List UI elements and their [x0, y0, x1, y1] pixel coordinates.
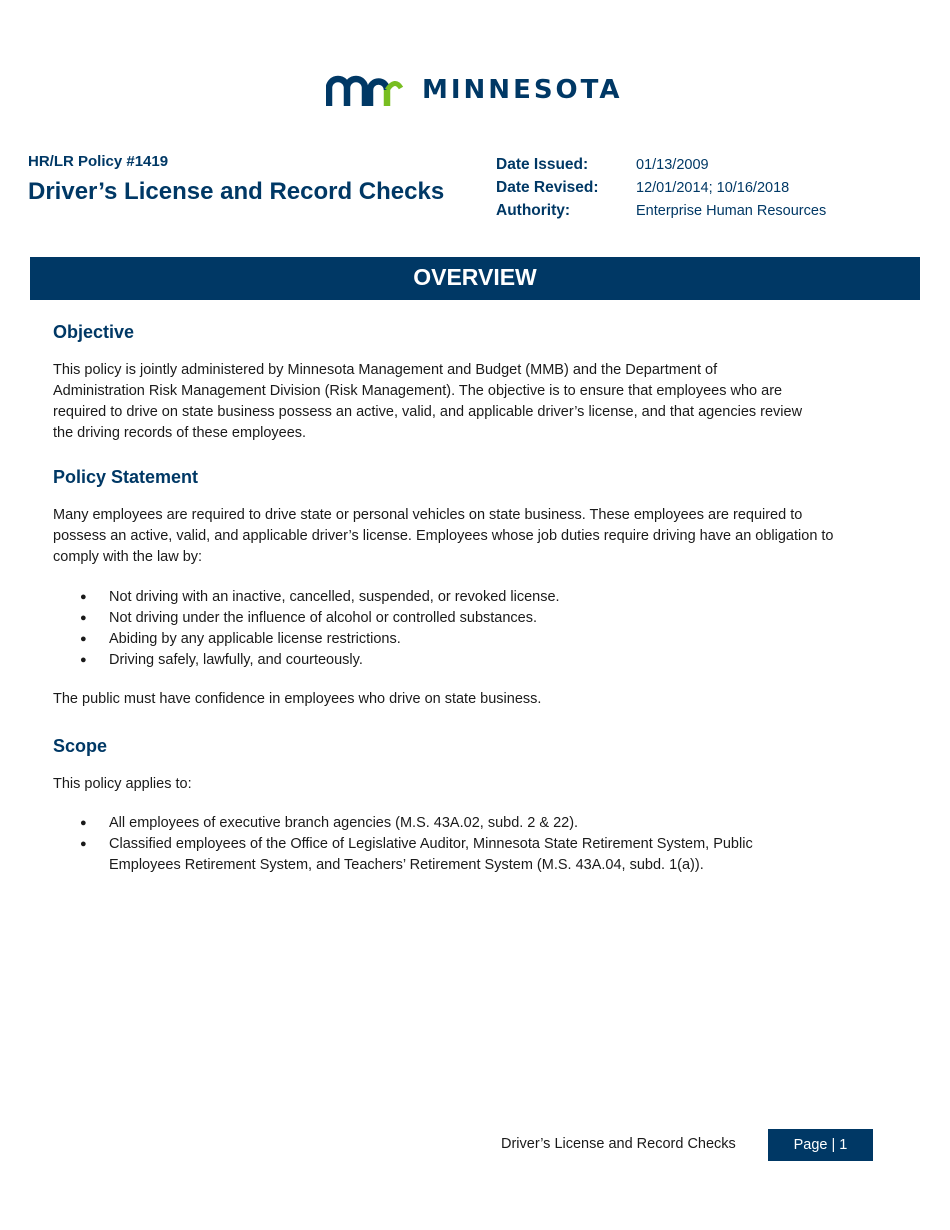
list-item	[53, 629, 898, 650]
list-item-text: Not driving with an inactive, cancelled, suspended, or revoked license.	[109, 589, 560, 605]
text-line: the driving records of these employees.	[53, 425, 307, 441]
footer-title: Driver’s License and Record Checks	[501, 1136, 736, 1152]
minnesota-logo	[326, 70, 623, 110]
policy-content	[53, 318, 898, 876]
scope-list	[53, 813, 898, 876]
text-line: Administration Risk Management Division (Risk Management). The objective is to ensure that employees who are	[53, 383, 783, 399]
meta-row-revised	[496, 176, 826, 199]
meta-value: 12/01/2014; 10/16/2018	[636, 179, 790, 196]
page-number: Page | 1	[768, 1129, 873, 1161]
meta-row-issued	[496, 153, 826, 176]
objective-paragraph	[53, 360, 898, 444]
list-item-text: Driving safely, lawfully, and courteously.	[109, 652, 363, 668]
meta-value: 01/13/2009	[636, 156, 709, 173]
text-line: This policy is jointly administered by Minnesota Management and Budget (MMB) and the Department of	[53, 362, 718, 378]
mn-logo-icon	[326, 72, 404, 108]
text-line: Many employees are required to drive state or personal vehicles on state business. These employees are required to	[53, 507, 803, 523]
driving-obligations-list	[53, 587, 898, 671]
meta-label: Date Revised:	[496, 178, 599, 196]
list-item	[53, 813, 898, 834]
bullet-icon: ●	[80, 817, 87, 829]
text-line: required to drive on state business possess an active, valid, and applicable driver’s license, and that agencies review	[53, 404, 803, 420]
text-line: possess an active, valid, and applicable driver’s license. Employees whose job duties require driving have an obligation to	[53, 528, 834, 544]
objective-heading: Objective	[53, 322, 135, 342]
list-item-text: Abiding by any applicable license restrictions.	[109, 631, 401, 647]
policy-closing: The public must have confidence in employees who drive on state business.	[53, 691, 542, 707]
meta-value: Enterprise Human Resources	[636, 202, 827, 219]
scope-heading: Scope	[53, 736, 108, 756]
policy-statement-heading: Policy Statement	[53, 467, 199, 487]
overview-banner: OVERVIEW	[30, 257, 920, 300]
meta-row-authority	[496, 199, 826, 222]
meta-label: Date Issued:	[496, 155, 589, 173]
list-item	[53, 834, 898, 876]
policy-number: HR/LR Policy #1419	[28, 153, 169, 170]
bullet-icon: ●	[80, 654, 87, 666]
list-item	[53, 608, 898, 629]
policy-statement-paragraph	[53, 505, 898, 568]
scope-intro: This policy applies to:	[53, 776, 192, 792]
list-item-text: Classified employees of the Office of Legislative Auditor, Minnesota State Retirement System, Public	[109, 836, 753, 852]
list-item-text: Employees Retirement System, and Teachers’ Retirement System (M.S. 43A.04, subd. 1(a)).	[109, 857, 704, 873]
logo-wordmark: MINNESOTA	[422, 75, 623, 105]
list-item-text: Not driving under the influence of alcohol or controlled substances.	[109, 610, 538, 626]
meta-label: Authority:	[496, 201, 571, 219]
bullet-icon: ●	[80, 612, 87, 624]
bullet-icon: ●	[80, 633, 87, 645]
list-item	[53, 587, 898, 608]
policy-meta	[496, 153, 826, 222]
bullet-icon: ●	[80, 838, 87, 850]
list-item-text: All employees of executive branch agencies (M.S. 43A.02, subd. 2 & 22).	[109, 815, 579, 831]
list-item	[53, 650, 898, 671]
page-title: Driver’s License and Record Checks	[28, 178, 445, 205]
text-line: comply with the law by:	[53, 549, 203, 565]
bullet-icon: ●	[80, 591, 87, 603]
